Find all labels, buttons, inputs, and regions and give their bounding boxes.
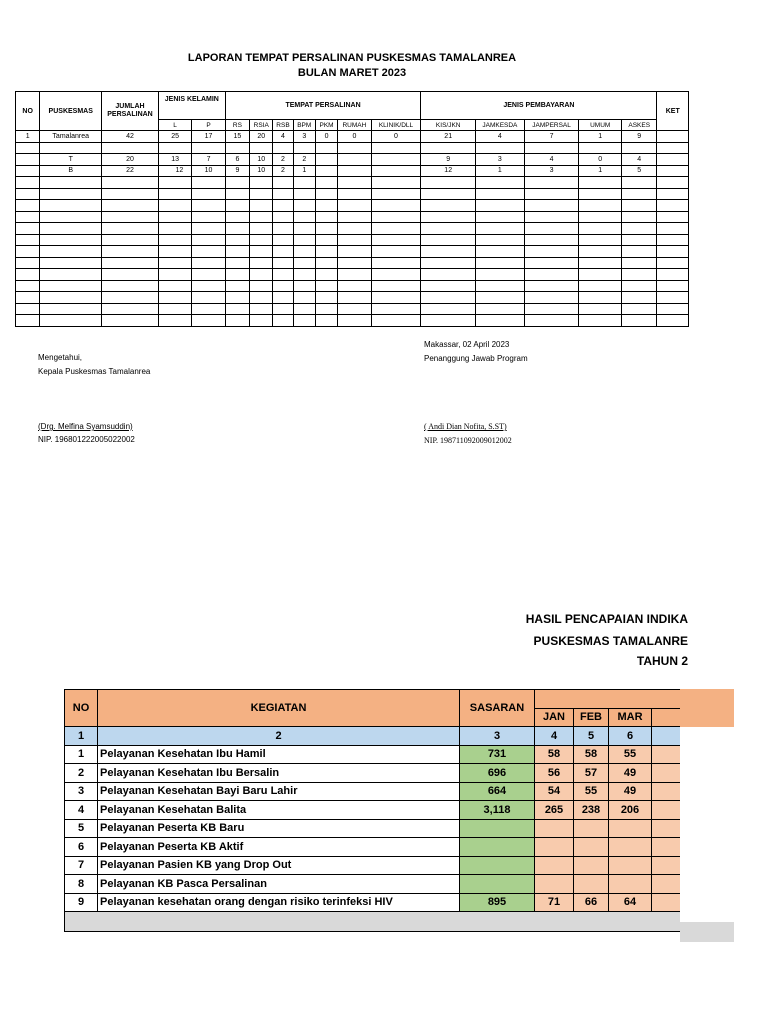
header-rsia: RSIA [250, 120, 273, 131]
head-name: (Drg. Melfina Syamsuddin) [38, 422, 133, 431]
table-row [16, 292, 689, 304]
header-pembayaran: JENIS PEMBAYARAN [421, 92, 657, 120]
header-mar: MAR [609, 708, 652, 727]
header-pkm: PKM [315, 120, 337, 131]
header-askes: ASKES [621, 120, 657, 131]
officer-name: ( Andi Dian Nofita, S.ST) [424, 422, 507, 431]
header-tempat: TEMPAT PERSALINAN [225, 92, 421, 120]
table-row: 9 Pelayanan kesehatan orang dengan risiko terinfeksi HIV 895 71 66 64 [65, 893, 681, 912]
header-no: NO [16, 92, 40, 131]
table-row [16, 200, 689, 212]
header-l: L [158, 120, 191, 131]
report-subtitle: BULAN MARET 2023 [297, 67, 407, 79]
header-puskesmas: PUSKESMAS [40, 92, 102, 131]
table-row: 4 Pelayanan Kesehatan Balita 3,118 265 238 206 [65, 801, 681, 820]
footer-extension [680, 922, 734, 942]
header-jenis-kelamin: JENIS KELAMIN [158, 92, 225, 120]
table-row [16, 246, 689, 258]
officer-nip: NIP. 198711092009012002 [424, 436, 512, 445]
table-row [16, 315, 689, 327]
table-row: 8 Pelayanan KB Pasca Persalinan [65, 875, 681, 894]
report-title: LAPORAN TEMPAT PERSALINAN PUSKESMAS TAMALANREA [187, 52, 517, 64]
table-row: 1 Pelayanan Kesehatan Ibu Hamil 731 58 58 55 [65, 745, 681, 764]
header-jan: JAN [535, 708, 574, 727]
achievement-title: HASIL PENCAPAIAN INDIKA [525, 612, 688, 626]
header-umum: UMUM [579, 120, 622, 131]
table-footer-row [65, 912, 681, 932]
table-row [16, 303, 689, 315]
table-row [16, 211, 689, 223]
place-date: Makassar, 02 April 2023 [424, 340, 510, 349]
header-kis: KIS/JKN [421, 120, 476, 131]
head-nip: NIP. 196801222005022002 [38, 435, 135, 444]
table-row: T 20 13 7 6 10 2 2 9 3 4 0 4 [16, 154, 689, 166]
header-months-group [535, 690, 681, 709]
table-row [16, 142, 689, 154]
header-rsb: RSB [273, 120, 293, 131]
table-row: 3 Pelayanan Kesehatan Bayi Baru Lahir 664 54 55 49 [65, 782, 681, 801]
table-row: 7 Pelayanan Pasien KB yang Drop Out [65, 856, 681, 875]
header-rs: RS [225, 120, 249, 131]
header-klinik: KLINIK/DLL [371, 120, 421, 131]
table-row: 2 Pelayanan Kesehatan Ibu Bersalin 696 56 57 49 [65, 764, 681, 783]
achievement-year: TAHUN 2 [636, 654, 688, 668]
table-row [16, 257, 689, 269]
achievement-subtitle: PUSKESMAS TAMALANRE [533, 634, 688, 648]
table-row: 6 Pelayanan Peserta KB Aktif [65, 838, 681, 857]
header-jumlah: JUMLAH PERSALINAN [102, 92, 159, 131]
table-row [16, 280, 689, 292]
acknowledged-label: Mengetahui, [38, 353, 83, 362]
header-p: P [192, 120, 225, 131]
table-row [16, 269, 689, 281]
header-sasaran: SASARAN [460, 690, 535, 727]
header-feb: FEB [574, 708, 609, 727]
delivery-place-table [15, 91, 689, 327]
table-row: B 22 12 10 9 10 2 1 12 1 3 1 5 [16, 165, 689, 177]
header-rumah: RUMAH [338, 120, 371, 131]
table-row [16, 177, 689, 189]
header-ket: KET [657, 92, 689, 131]
table-row [16, 234, 689, 246]
responsible-label: Penanggung Jawab Program [424, 354, 528, 363]
table-row [16, 223, 689, 235]
index-row: 1 2 3 4 5 6 [65, 727, 681, 746]
header-no: NO [65, 690, 98, 727]
table-row: 5 Pelayanan Peserta KB Baru [65, 819, 681, 838]
header-kegiatan: KEGIATAN [98, 690, 460, 727]
table-row [16, 188, 689, 200]
header-bpm: BPM [293, 120, 315, 131]
header-jamkesda: JAMKESDA [476, 120, 525, 131]
header-extension [680, 689, 734, 727]
table-row: 1 Tamalanrea 42 25 17 15 20 4 3 0 0 0 21 4 7 1 9 [16, 131, 689, 143]
achievement-table-viewport [64, 689, 680, 944]
achievement-table [64, 689, 680, 932]
head-title: Kepala Puskesmas Tamalanrea [38, 367, 151, 376]
header-jampersal: JAMPERSAL [524, 120, 579, 131]
